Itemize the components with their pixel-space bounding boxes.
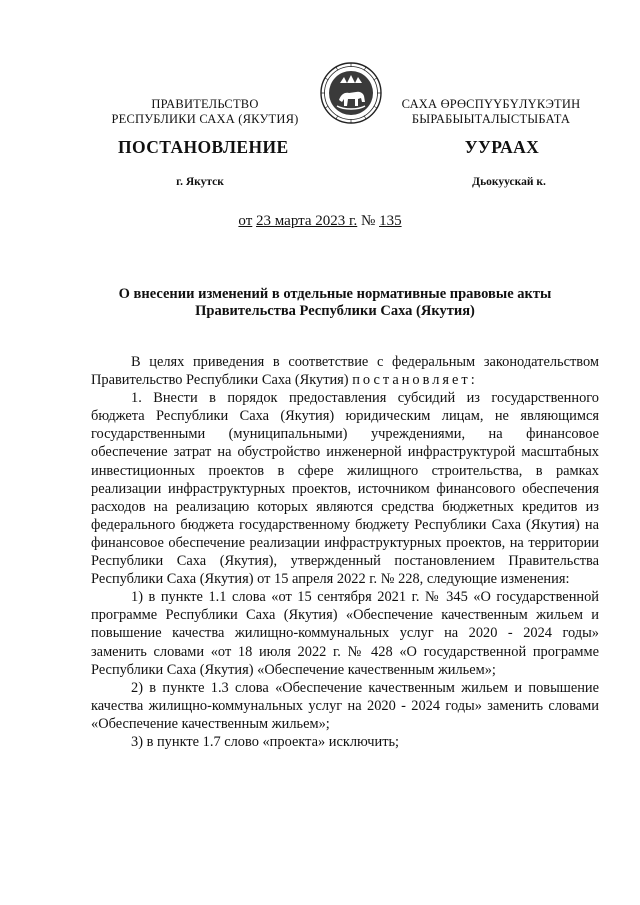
subject-line1: О внесении изменений в отдельные нормативные правовые акты [118,286,552,302]
right-organization-name [382,97,600,127]
left-org-line1: ПРАВИТЕЛЬСТВО [151,97,259,111]
intro-spaced-verb: постановляет: [352,372,478,389]
document-subject [100,286,570,320]
right-org-line2: БЫРАБЫЫТАЛЫСТЫБАТА [411,112,571,126]
document-number: 135 [379,213,402,229]
city-ru: г. Якутск [176,176,224,188]
dateline-prefix: от [238,213,253,229]
city-sah: Дьокуускай к. [472,176,546,188]
intro-text: В целях приведения в соответствие с федеральным законодательством Правительство Республики Саха (Якутия) [91,354,599,389]
left-org-line2: РЕСПУБЛИКИ САХА (ЯКУТИЯ) [111,112,299,126]
paragraph-3: 2) в пункте 1.3 слова «Обеспечение качественным жильем и повышение качества жилищно-коммунальных услуг на 2020 - 2024 годы» заменить словами «Обеспечение качественным жильем»; [91,679,599,732]
document-date: 23 марта 2023 г. [256,213,358,229]
paragraph-2: 1) в пункте 1.1 слова «от 15 сентября 2021 г. № 345 «О государственной программе Республики Саха (Якутия) «Обеспечение качественным жильем и повышение качества жилищно-коммунальных услуг на 2020 - 2024 годы» заменить словами «от 18 июля 2022 г. № 428 «О государственной программе Республики Саха (Якутия) «Обеспечение качественным жильем»; [91,589,599,678]
document-body [91,353,599,751]
paragraph-1: 1. Внести в порядок предоставления субсидий из государственного бюджета Республики Саха (Якутия) юридическим лицам, не являющимся государственными (муниципальными) учреждениями, на финансовое обеспечение затрат на обустройство инженерной инфраструктурой масштабных инвестиционных проектов в сфере жилищного строительства, в рамках реализации инфраструктурных проектов, источником финансового обеспечения расходов на реализацию которых являются средства бюджетных кредитов из федерального бюджета государственному бюджету Республики Саха (Якутия) на финансовое обеспечение реализации инфраструктурных проектов, на территории Республики Саха (Якутия), утвержденный постановлением Правительства Республики Саха (Якутия) от 15 апреля 2022 г. № 228, следующие изменения: [91,390,599,588]
document-dateline [0,213,640,230]
intro-paragraph [91,353,599,389]
number-sign: № [361,213,376,229]
left-organization-name [100,97,310,127]
document-type-title-sah: УУРААХ [464,137,540,157]
coat-of-arms-emblem-icon [320,62,382,124]
subject-line2: Правительства Республики Саха (Якутия) [195,303,475,319]
paragraph-4: 3) в пункте 1.7 слово «проекта» исключить; [131,733,400,750]
right-org-line1: САХА ӨРӨСПҮҮБҮЛҮКЭТИН [401,97,581,111]
document-type-title-ru: ПОСТАНОВЛЕНИЕ [118,137,289,157]
